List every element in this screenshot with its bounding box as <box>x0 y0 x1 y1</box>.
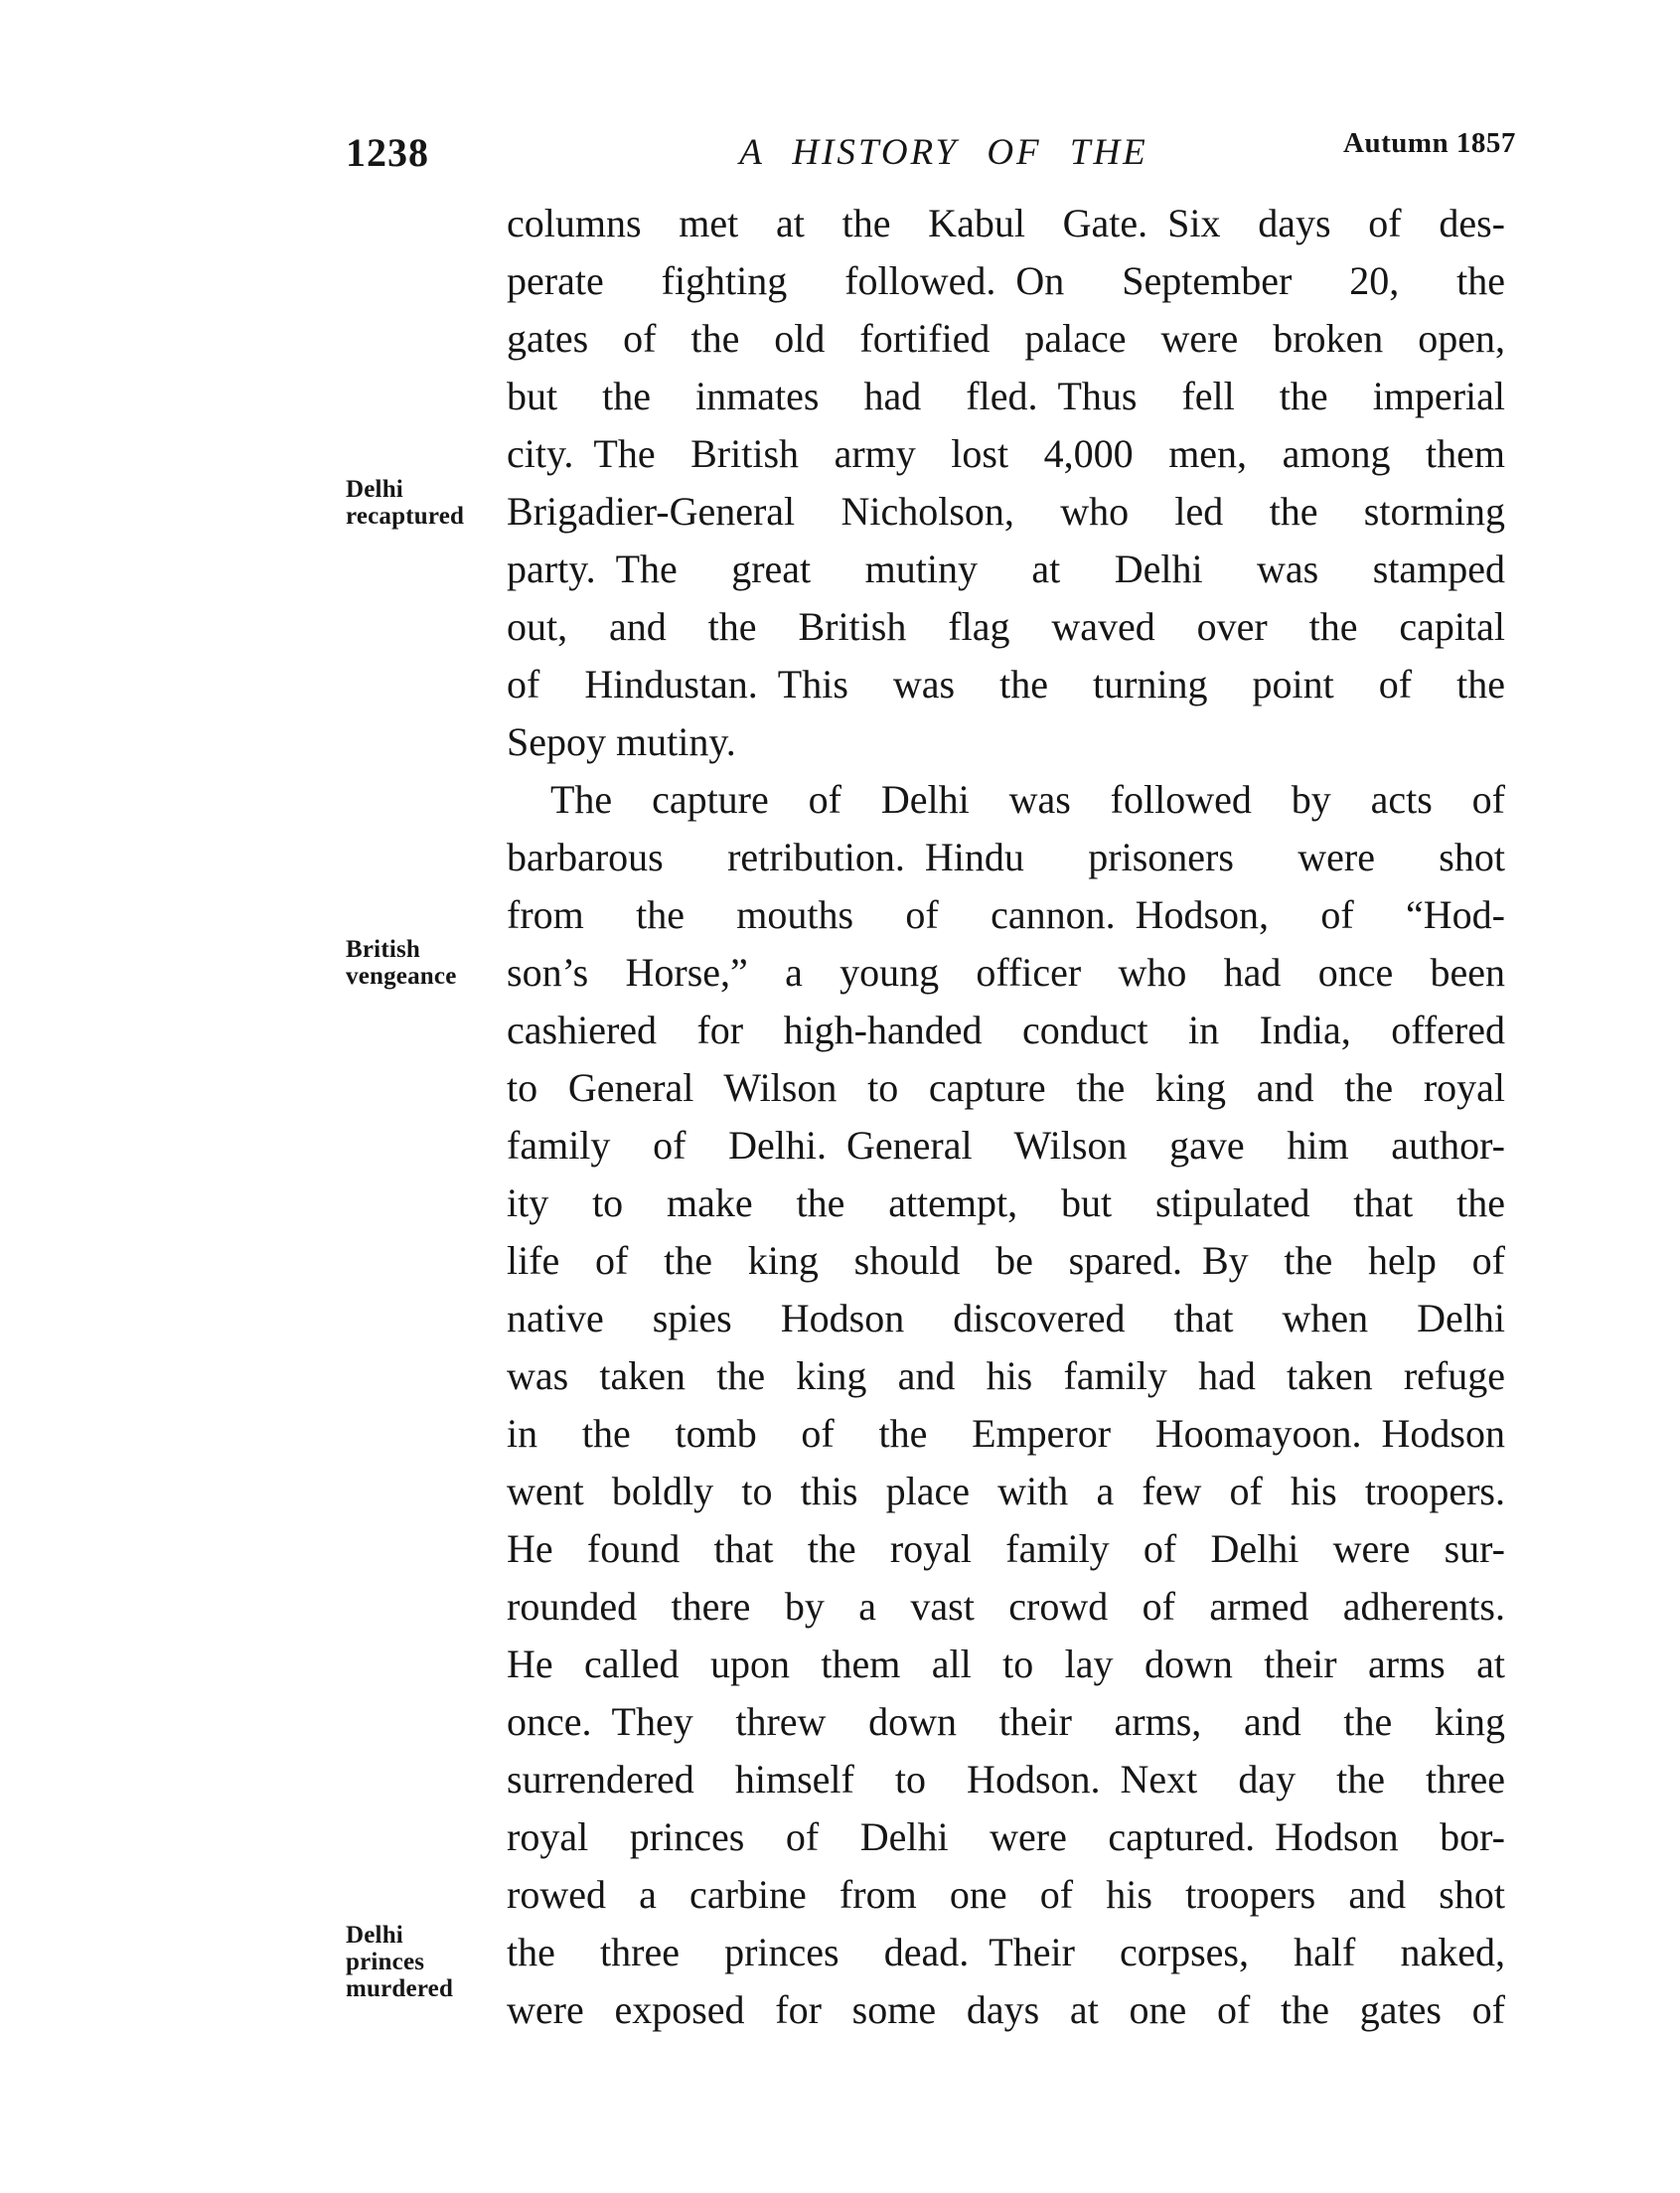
body-text-line: The capture of Delhi was followed by acts of <box>550 777 1505 822</box>
body-text-line: rounded there by a vast crowd of armed adherents. <box>507 1584 1505 1629</box>
body-text-line: family of Delhi. General Wilson gave him author- <box>507 1123 1505 1168</box>
margin-note-line: vengeance <box>346 963 457 990</box>
body-text-line: in the tomb of the Emperor Hoomayoon. Hodson <box>507 1411 1505 1456</box>
body-text-line: were exposed for some days at one of the gates of <box>507 1987 1505 2032</box>
body-text-line: to General Wilson to capture the king and the royal <box>507 1065 1505 1110</box>
body-text-line: columns met at the Kabul Gate. Six days of des- <box>507 201 1505 245</box>
margin-note-delhi-recaptured <box>346 476 500 530</box>
body-text-line: once. They threw down their arms, and the king <box>507 1699 1505 1744</box>
body-text-line: native spies Hodson discovered that when Delhi <box>507 1296 1505 1340</box>
body-text-line: life of the king should be spared. By the help of <box>507 1238 1505 1283</box>
body-text-line: rowed a carbine from one of his troopers and shot <box>507 1872 1505 1917</box>
edition-note: Autumn 1857 <box>1343 127 1516 159</box>
margin-note-line: recaptured <box>346 503 465 530</box>
body-text-line: barbarous retribution. Hindu prisoners were shot <box>507 835 1505 879</box>
body-text-line: son’s Horse,” a young officer who had once been <box>507 950 1505 995</box>
body-text-line: party. The great mutiny at Delhi was stamped <box>507 547 1505 591</box>
body-text-line: royal princes of Delhi were captured. Hodson bor- <box>507 1814 1505 1859</box>
body-text-line: perate fighting followed. On September 20, the <box>507 258 1505 303</box>
margin-note-line: murdered <box>346 1975 454 2002</box>
body-text-line: the three princes dead. Their corpses, half naked, <box>507 1930 1505 1974</box>
running-title: A HISTORY OF THE <box>739 132 1148 173</box>
margin-note-line: British <box>346 936 421 963</box>
body-text-line: was taken the king and his family had taken refuge <box>507 1353 1505 1398</box>
body-text-line: went boldly to this place with a few of his troopers. <box>507 1469 1505 1513</box>
margin-note-line: Delhi <box>346 476 403 503</box>
page-number: 1238 <box>346 130 429 175</box>
margin-note-line: princes <box>346 1949 425 1975</box>
body-text-line: He called upon them all to lay down their arms at <box>507 1642 1505 1686</box>
body-text-line: gates of the old fortified palace were broken open, <box>507 316 1505 361</box>
body-text-line: but the inmates had fled. Thus fell the imperial <box>507 374 1505 418</box>
body-text-line: of Hindustan. This was the turning point of the <box>507 662 1505 706</box>
body-text-line: ity to make the attempt, but stipulated that the <box>507 1180 1505 1225</box>
body-text-line: from the mouths of cannon. Hodson, of “Hod- <box>507 892 1505 937</box>
body-text-line: He found that the royal family of Delhi were sur- <box>507 1526 1505 1571</box>
margin-note-delhi-princes-murdered <box>346 1922 500 2002</box>
body-text-column <box>507 195 1505 2039</box>
margin-note-british-vengeance <box>346 936 500 990</box>
margin-note-line: Delhi <box>346 1922 403 1949</box>
body-text-line: surrendered himself to Hodson. Next day the three <box>507 1757 1505 1801</box>
body-text-line: city. The British army lost 4,000 men, among them <box>507 431 1505 476</box>
body-text-line: out, and the British flag waved over the capital <box>507 604 1505 649</box>
body-text-line: Brigadier-General Nicholson, who led the storming <box>507 489 1505 534</box>
body-text-line: Sepoy mutiny. <box>507 719 736 764</box>
body-text-line: cashiered for high-handed conduct in India, offered <box>507 1008 1505 1052</box>
